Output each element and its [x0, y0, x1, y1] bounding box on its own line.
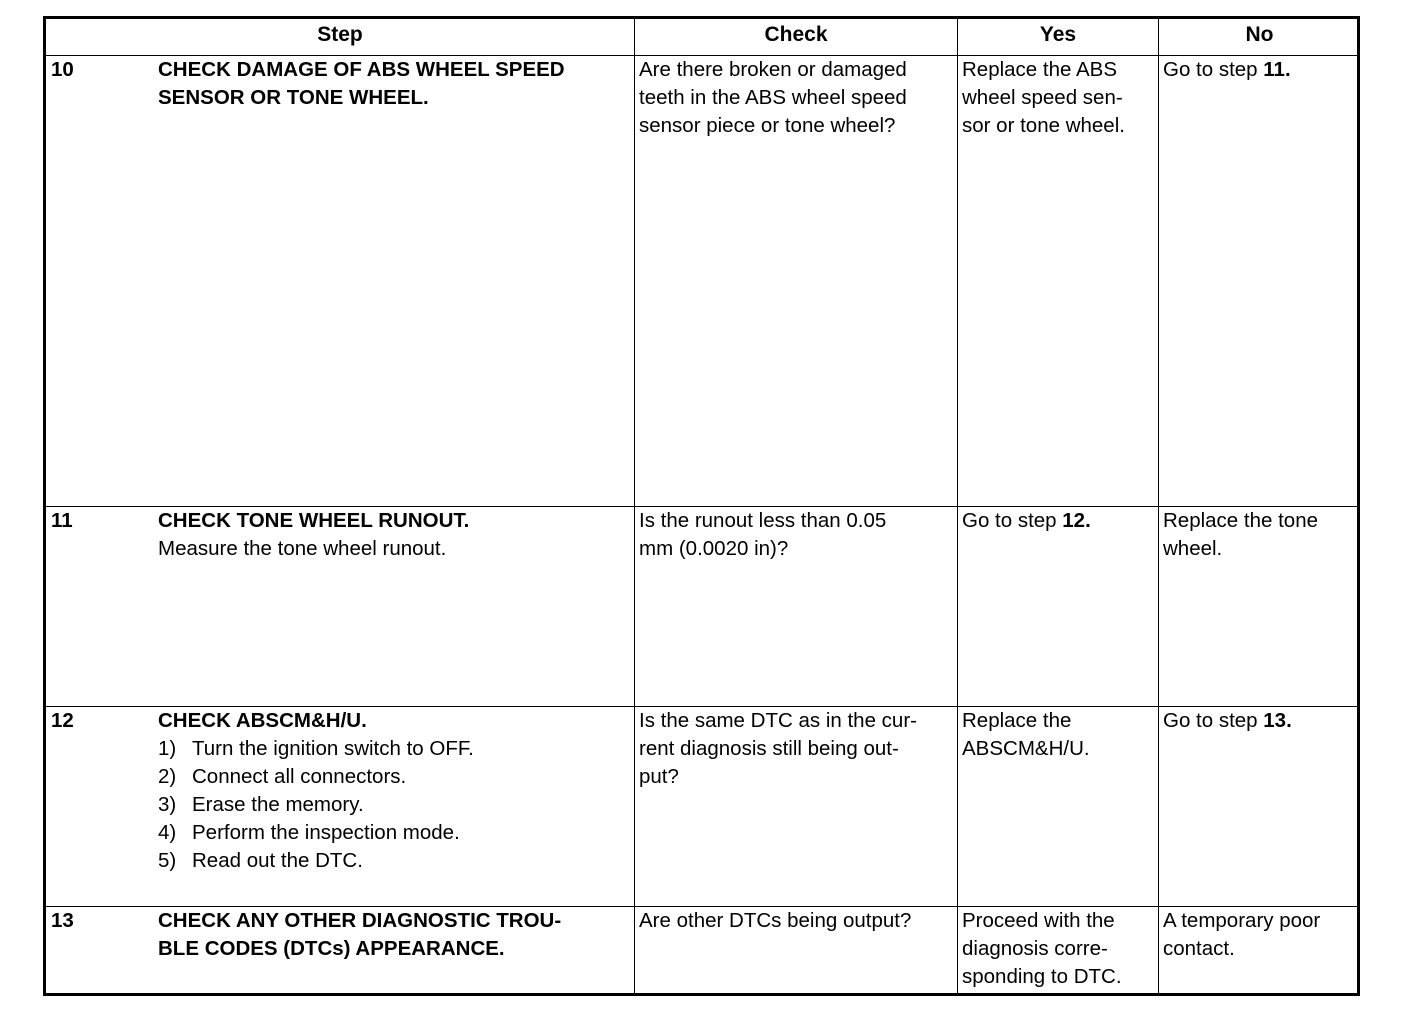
- header-yes: Yes: [1039, 23, 1077, 46]
- check-question: Are other DTCs being output?: [639, 909, 912, 932]
- header-check: Check: [764, 23, 828, 46]
- yes-action: Proceed with the diagnosis corre- sponding to DTC.: [962, 909, 1122, 988]
- diagnostic-table: [43, 16, 1360, 996]
- yes-action: Replace the ABS wheel speed sen- sor or tone wheel.: [962, 58, 1125, 137]
- step-number: 13: [51, 909, 74, 932]
- step-title: CHECK TONE WHEEL RUNOUT. Measure the tone wheel runout.: [158, 507, 469, 563]
- substep-item: 2) Connect all connectors.: [158, 765, 407, 788]
- header-no: No: [1245, 23, 1274, 46]
- substep-item: 4) Perform the inspection mode.: [158, 821, 460, 844]
- step-title: CHECK DAMAGE OF ABS WHEEL SPEED SENSOR OR TONE WHEEL.: [158, 58, 565, 109]
- step-number: 12: [51, 709, 74, 732]
- header-step: Step: [317, 23, 363, 46]
- no-action: Go to step 13.: [1163, 709, 1292, 732]
- step-title: CHECK ANY OTHER DIAGNOSTIC TROU- BLE CODES (DTCs) APPEARANCE.: [158, 909, 562, 960]
- check-question: Are there broken or damaged teeth in the ABS wheel speed sensor piece or tone wheel?: [639, 58, 907, 137]
- no-action: Replace the tone wheel.: [1163, 509, 1319, 560]
- step-description: Measure the tone wheel runout.: [158, 537, 447, 560]
- check-question: Is the runout less than 0.05 mm (0.0020 in)?: [639, 509, 887, 560]
- check-question: Is the same DTC as in the cur- rent diagnosis still being out- put?: [639, 709, 917, 788]
- substep-item: 5) Read out the DTC.: [158, 849, 363, 872]
- step-number: 10: [51, 58, 74, 81]
- step-title: CHECK ABSCM&H/U. 1) Turn the ignition switch to OFF. 2) Connect all connectors. 3) Erase the memory. 4) Perform the inspection mode. 5) Read out the DTC.: [158, 707, 474, 875]
- no-action: A temporary poor contact.: [1163, 909, 1321, 960]
- yes-action: Go to step 12.: [962, 509, 1091, 532]
- substep-item: 1) Turn the ignition switch to OFF.: [158, 737, 474, 760]
- substep-item: 3) Erase the memory.: [158, 793, 364, 816]
- step-number: 11: [51, 509, 73, 532]
- no-action: Go to step 11.: [1163, 58, 1291, 81]
- yes-action: Replace the ABSCM&H/U.: [962, 709, 1090, 760]
